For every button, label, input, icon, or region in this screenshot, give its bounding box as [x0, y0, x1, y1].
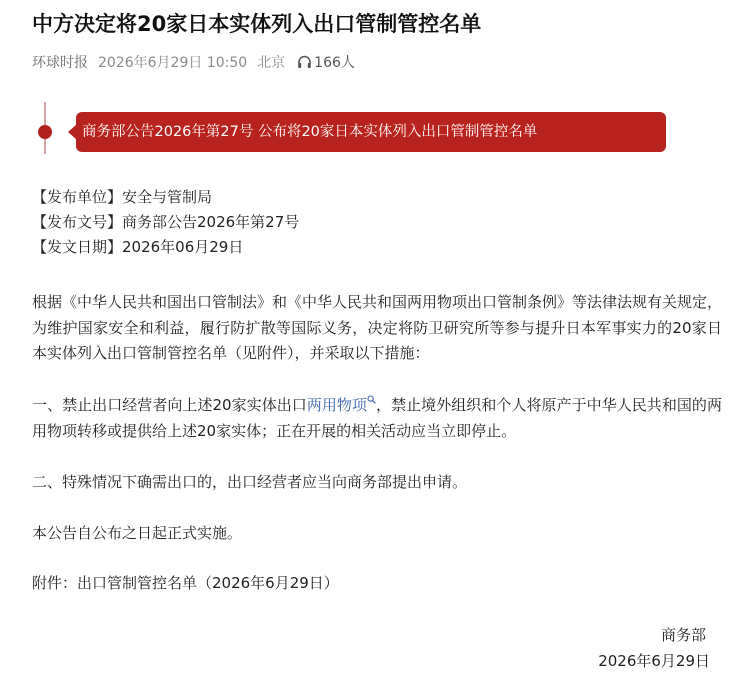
info-unit: 【发布单位】安全与管制局: [32, 188, 213, 206]
document-info: [32, 185, 299, 260]
announcement-banner: 商务部公告2026年第27号 公布将20家日本实体列入出口管制管控名单: [76, 112, 666, 152]
article-source[interactable]: 环球时报: [32, 55, 88, 71]
article-title: 中方决定将20家日本实体列入出口管制管控名单: [32, 12, 482, 36]
attachment-line: 附件：出口管制管控名单（2026年6月29日）: [32, 574, 339, 592]
article-location: 北京: [257, 55, 286, 71]
info-date: 【发文日期】2026年06月29日: [32, 238, 244, 256]
body-paragraph-2: [32, 393, 722, 444]
signature-date: 2026年6月29日: [598, 652, 710, 670]
headphone-icon[interactable]: [297, 55, 312, 69]
signature-org: 商务部: [660, 626, 706, 644]
banner-timeline-dot: [38, 125, 52, 139]
body-paragraph-4: 本公告自公布之日起正式实施。: [32, 524, 243, 542]
p2-text-after: ，禁止境外组织和个人将原产于中华人民共和国的两用物项转移或提供给上述20家实体；正在开展的相关活动应当立即停止。: [32, 396, 722, 440]
listener-count: 166人: [314, 55, 355, 71]
p2-text-before: 一、禁止出口经营者向上述20家实体出口: [32, 396, 307, 414]
article-datetime: 2026年6月29日 10:50: [98, 55, 248, 71]
info-doc-number: 【发布文号】商务部公告2026年第27号: [32, 213, 300, 231]
body-paragraph-1: 根据《中华人民共和国出口管制法》和《中华人民共和国两用物项出口管制条例》等法律法规有关规定，为维护国家安全和利益，履行防扩散等国际义务，决定将防卫研究所等参与提升日本军事实力的20家日本实体列入出口管制管控名单（见附件），并采取以下措施：: [32, 293, 723, 362]
article-meta: [32, 52, 365, 72]
body-paragraph-3: 二、特殊情况下确需出口的，出口经营者应当向商务部提出申请。: [32, 473, 468, 491]
search-icon[interactable]: [367, 397, 376, 407]
dual-use-items-link[interactable]: 两用物项: [306, 396, 368, 414]
